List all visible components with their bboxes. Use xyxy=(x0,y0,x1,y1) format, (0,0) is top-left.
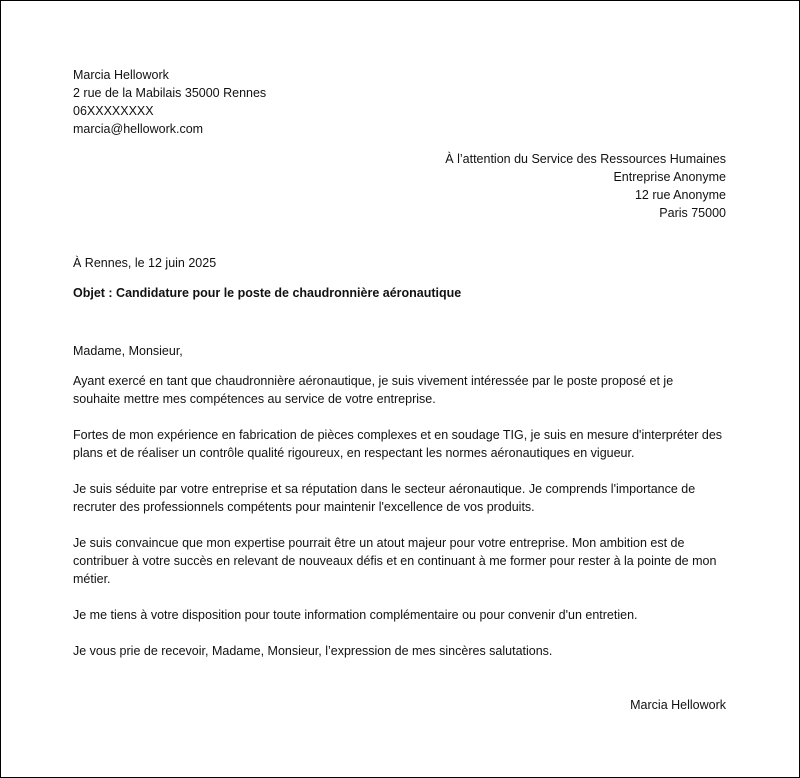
body-paragraph-3: Je suis séduite par votre entreprise et sa réputation dans le secteur aéronautique. Je comprends l'importance de recruter des professionnels compétents pour maintenir l'excellence de vos produits. xyxy=(73,482,696,514)
signature: Marcia Hellowork xyxy=(630,698,726,712)
sender-phone: 06XXXXXXXX xyxy=(73,104,154,118)
recipient-city: Paris 75000 xyxy=(659,206,726,220)
date-line: À Rennes, le 12 juin 2025 xyxy=(73,256,217,270)
subject-line: Objet : Candidature pour le poste de chaudronnière aéronautique xyxy=(73,286,462,300)
sender-email: marcia@hellowork.com xyxy=(73,122,204,136)
greeting: Madame, Monsieur, xyxy=(73,344,183,358)
body-paragraph-2: Fortes de mon expérience en fabrication de pièces complexes et en soudage TIG, je suis en mesure d'interpréter des plans et de réaliser un contrôle qualité rigoureux, en respectant les normes aéronautiques en vigueur. xyxy=(73,428,723,460)
recipient-attention: À l’attention du Service des Ressources Humaines xyxy=(445,152,726,166)
closing-paragraph: Je vous prie de recevoir, Madame, Monsieur, l’expression de mes sincères salutations. xyxy=(73,644,553,658)
recipient-company: Entreprise Anonyme xyxy=(613,170,726,184)
body-paragraph-4: Je suis convaincue que mon expertise pourrait être un atout majeur pour votre entreprise. Mon ambition est de contribuer à votre succès en relevant de nouveaux défis et en continuant à me former pour rester à la pointe de mon métier. xyxy=(73,536,717,586)
recipient-block xyxy=(445,150,726,222)
sender-address: 2 rue de la Mabilais 35000 Rennes xyxy=(73,86,267,100)
sender-name: Marcia Hellowork xyxy=(73,68,169,82)
recipient-street: 12 rue Anonyme xyxy=(634,188,726,202)
sender-block xyxy=(73,66,266,138)
body-paragraph-1: Ayant exercé en tant que chaudronnière aéronautique, je suis vivement intéressée par le poste proposé et je souhaite mettre mes compétences au service de votre entreprise. xyxy=(73,374,674,406)
body-paragraph-5: Je me tiens à votre disposition pour toute information complémentaire ou pour convenir d'un entretien. xyxy=(73,608,638,622)
